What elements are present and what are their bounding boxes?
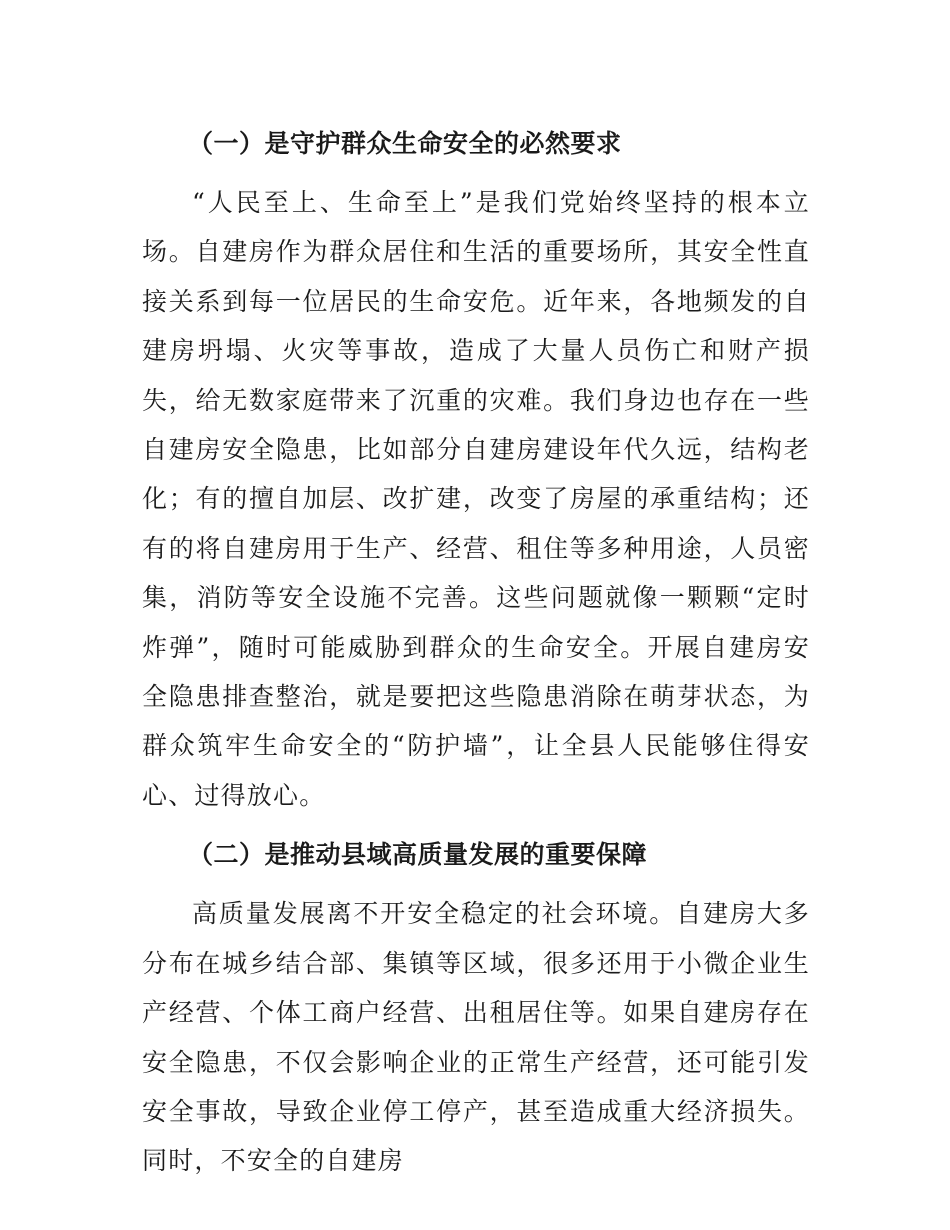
section-paragraph-1: “人民至上、生命至上”是我们党始终坚持的根本立场。自建房作为群众居住和生活的重要场所，其安全性直接关系到每一位居民的生命安危。近年来，各地频发的自建房坍塌、火灾等事故，造成了大量人员伤亡和财产损失，给无数家庭带来了沉重的灾难。我们身边也存在一些自建房安全隐患，比如部分自建房建设年代久远，结构老化；有的擅自加层、改扩建，改变了房屋的承重结构；还有的将自建房用于生产、经营、租住等多种用途，人员密集，消防等安全设施不完善。这些问题就像一颗颗“定时炸弹”，随时可能威胁到群众的生命安全。开展自建房安全隐患排查整治，就是要把这些隐患消除在萌芽状态，为群众筑牢生命安全的“防护墙”，让全县人民能够住得安心、过得放心。 — [142, 188, 810, 810]
section-heading-1: （一）是守护群众生命安全的必然要求 — [188, 129, 622, 158]
section-heading-2: （二）是推动县域高质量发展的重要保障 — [188, 840, 648, 870]
section-paragraph-2: 高质量发展离不开安全稳定的社会环境。自建房大多分布在城乡结合部、集镇等区域，很多还用于小微企业生产经营、个体工商户经营、出租居住等。如果自建房存在安全隐患，不仅会影响企业的正常生产经营，还可能引发安全事故，导致企业停工停产，甚至造成重大经济损失。同时，不安全的自建房 — [142, 899, 810, 1176]
document-body — [142, 119, 810, 1186]
